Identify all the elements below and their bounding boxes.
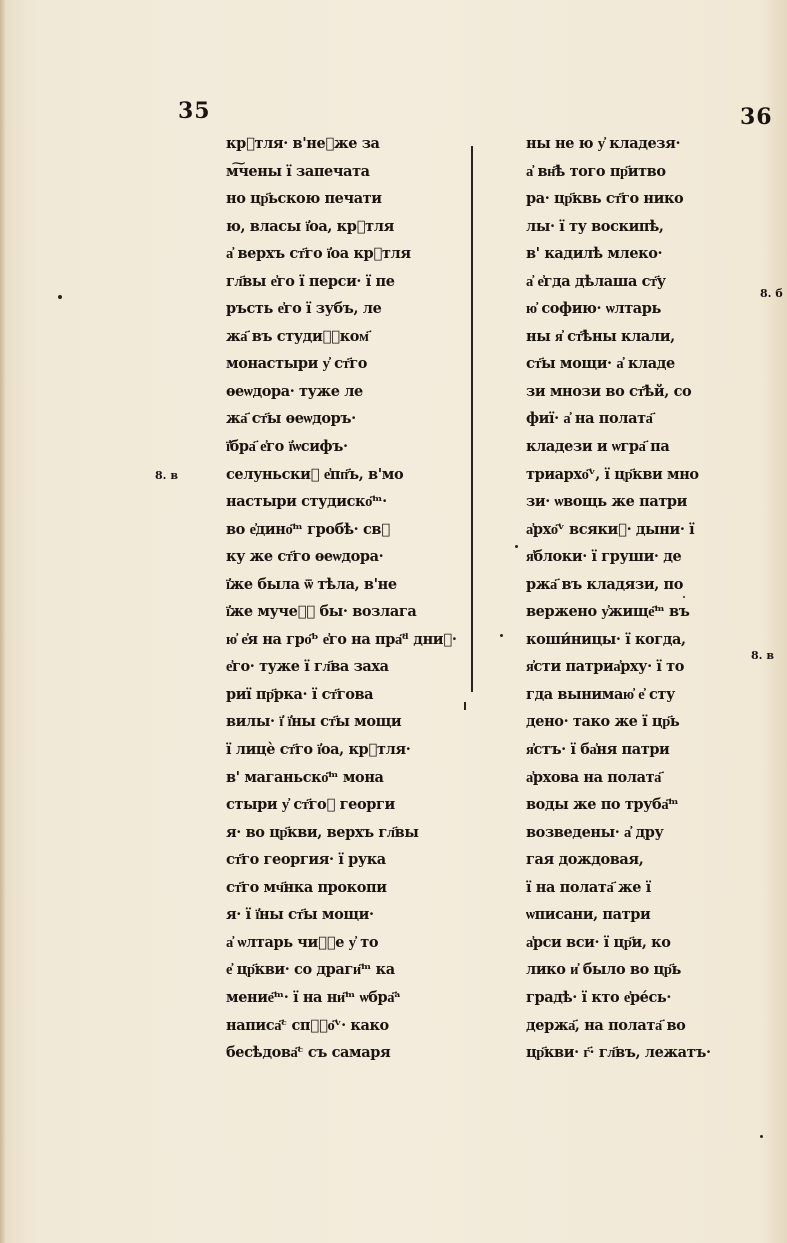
text-column-left <box>226 130 456 1067</box>
text-line: ку же ст҃го ѳеѡдора· <box>226 548 384 566</box>
text-line: я· ї ї҆ны ст҃ы мощи· <box>226 906 374 924</box>
text-line: ст҃го мч҃нка прокопи <box>226 878 387 896</box>
text-line: градѣ· ї кто е҆ре́сь· <box>526 988 672 1006</box>
text-line: держа҃, на полата҃ во <box>526 1016 686 1034</box>
text-line: селуньскиⷨ е҆пп҃ъ, в'мо <box>226 465 404 483</box>
text-line: дено· тако же ї цр҃ь <box>526 713 680 731</box>
text-line: е҆ цр҃кви· со драги҃ᵐ ка <box>226 961 395 979</box>
text-line: но цр҃ьскою печати <box>226 190 382 208</box>
margin-note-right-lower: 8. в <box>751 649 774 662</box>
page-number-left: 35 <box>178 98 211 124</box>
text-line: жа҃ въ студиⷭ҇ком҃ <box>226 327 369 345</box>
page-edge-shadow <box>0 0 6 1243</box>
text-line: ї҆же мучеⷭ҇ бы· возлага <box>226 603 417 621</box>
text-line: лико и҆ было во цр҃ь <box>526 961 681 979</box>
text-line: крⷮтля· в'неⷩже за <box>226 135 380 152</box>
text-line: е҆го· туже ї гл҃ва заха <box>226 658 389 676</box>
text-line: зи мнози во ст҃ѣй, со <box>526 382 692 400</box>
text-line: мение҃ᵐ· ї на ни҃ᵐ ѡбра҃ᵃ <box>226 988 401 1006</box>
text-line: а҆ вн҃ѣ того пр҃итво <box>526 162 666 180</box>
text-line: монастыри у҆ ст҃го <box>226 355 367 373</box>
page-number-right: 36 <box>740 104 773 130</box>
margin-note-right-upper: 8. б <box>760 287 783 300</box>
text-line: триархо҃ᵛ, ї цр҃кви мно <box>526 465 699 483</box>
text-line: а҆рхо҃ᵛ всякиⷨ· дыни· ї <box>526 520 695 538</box>
margin-note-left: 8. в <box>155 469 178 482</box>
text-line: вержено у҆жище҃ᵐ въ <box>526 603 690 621</box>
text-line: настыри студиско҃ᵐ· <box>226 493 387 511</box>
text-line: в' маганьско҃ᵐ мона <box>226 768 384 786</box>
text-line: ра· цр҃квь ст҃го нико <box>526 190 684 208</box>
text-line: а҆рси вси· ї цр҃и, ко <box>526 933 671 951</box>
text-line: фиї· а҆ на полата҃ <box>526 410 653 428</box>
text-line: в' кадилѣ млеко· <box>526 245 663 263</box>
text-line: стыри у҆ ст҃гоⷢ георги <box>226 796 395 814</box>
text-line: во е҆дино҃ᵐ гробѣ· свⷮ <box>226 520 390 538</box>
text-column-right <box>526 130 746 1067</box>
text-line: воды же по труба҃ᵐ <box>526 796 679 814</box>
text-line: цр҃кви· г҃· гл҃въ, лежатъ· <box>526 1044 711 1062</box>
text-line: ст҃ы мощи· а҆ кладе <box>526 355 675 373</box>
text-line: ѳеѡдора· туже ле <box>226 382 363 400</box>
text-line: гда вынимаю҆ е҆ сту <box>526 685 675 703</box>
text-line: ръсть е҆го ї зубъ, ле <box>226 300 382 318</box>
text-line: ны не ю у҆ кладезя· <box>526 135 681 152</box>
ink-speck <box>500 634 503 637</box>
column-divider-tail <box>464 702 466 710</box>
text-line: ю҆ софию· ѡлтарь <box>526 300 661 318</box>
text-line: а҆рхова на полата҃ <box>526 768 662 786</box>
text-line: а҆ ѡлтарь чиⷩ҇е у҆ то <box>226 933 379 951</box>
text-line: кладези и ѡгра҃ па <box>526 438 670 456</box>
text-line: я· во цр҃кви, верхъ гл҃вы <box>226 823 419 841</box>
text-line: возведены· а҆ дру <box>526 823 664 841</box>
text-line: жа҃ ст҃ы ѳеѡдоръ· <box>226 410 356 428</box>
text-line: ї҆же была ѿ тѣла, в'не <box>226 575 397 593</box>
text-line: ю, власы ї҆оа, крⷮтля <box>226 217 394 235</box>
column-divider <box>471 146 473 692</box>
text-line: ю҆ е҆я на гро҃ᵇ е҆го на пра҃ᵈ дниⷯ· <box>226 630 457 648</box>
text-line: ї лицѐ ст҃го ї҆оа, крⷮтля· <box>226 741 411 759</box>
text-line: гл҃вы е҆го ї перси· ї пе <box>226 272 395 290</box>
text-line: я҆сти патриа҆рху· ї то <box>526 658 684 676</box>
text-line: вилы· ї҆ ї҆ны ст҃ы мощи <box>226 713 402 731</box>
ink-speck <box>760 1135 763 1138</box>
text-line: м͠чены ї запечата <box>226 162 370 180</box>
text-line: ст҃го георгия· ї рука <box>226 851 386 869</box>
text-line: а҆ е҆гда дѣлаша ст҃у <box>526 272 666 290</box>
ink-speck <box>515 545 518 548</box>
text-line: ѡписани, патри <box>526 906 651 924</box>
text-line: я҆стъ· ї ба҆ня патри <box>526 741 670 759</box>
text-line: лы· ї ту воскипѣ, <box>526 217 664 235</box>
text-line: ї на полата҃ же ї <box>526 878 651 896</box>
ink-speck <box>58 295 62 299</box>
text-line: написа҃ᶜ спⷭ҇о҃ᵛ· како <box>226 1016 389 1034</box>
ink-speck <box>683 596 685 598</box>
text-line: а҆ верхъ ст҃го ї҆оа крⷮтля <box>226 245 411 263</box>
text-line: зи· ѡвощь же патри <box>526 493 688 511</box>
text-line: ржа҃ въ кладязи, по <box>526 575 683 593</box>
text-line: я҆блоки· ї груши· де <box>526 548 682 566</box>
text-line: ны я҆ ст҃ѣны клали, <box>526 327 675 345</box>
text-line: гая дождовая, <box>526 851 644 869</box>
text-line: ї҆бра҃ е҆го ї҆ѡсифъ· <box>226 438 348 456</box>
text-line: коши́ницы· ї когда, <box>526 630 686 648</box>
text-line: риї пр҃рка· ї ст҃гова <box>226 685 374 703</box>
text-line: бесѣдова҃ᶜ съ самаря <box>226 1044 391 1062</box>
